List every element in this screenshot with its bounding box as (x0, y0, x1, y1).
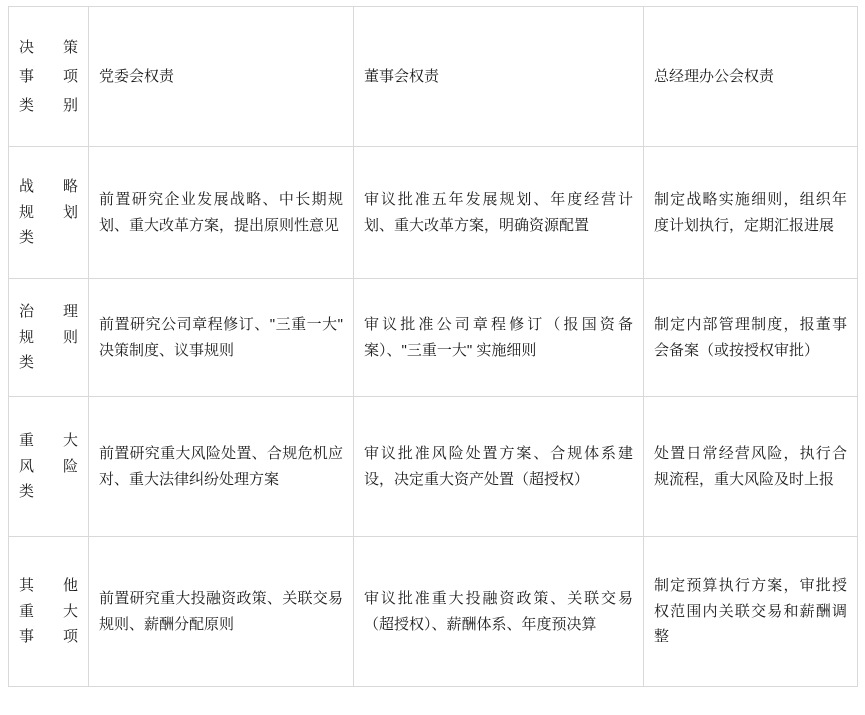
row-category-governance (9, 279, 89, 397)
category-line-3: 事 项 (19, 628, 78, 646)
category-line-1: 其 他 (19, 576, 78, 594)
header-category-line-1: 决 策 (19, 38, 78, 56)
table-row (9, 537, 858, 687)
cell-manager-office: 制定预算执行方案，审批授权范围内关联交易和薪酬调整 (644, 537, 858, 687)
table-row (9, 147, 858, 279)
row-category-major-risk (9, 397, 89, 537)
category-line-1: 重 大 (19, 431, 78, 449)
table-row (9, 397, 858, 537)
cell-board: 审议批准公司章程修订（报国资备案）、"三重一大" 实施细则 (354, 279, 644, 397)
cell-party-committee: 前置研究企业发展战略、中长期规划、重大改革方案，提出原则性意见 (89, 147, 354, 279)
cell-party-committee: 前置研究公司章程修订、"三重一大" 决策制度、议事规则 (89, 279, 354, 397)
cell-manager-office: 制定内部管理制度，报董事会备案（或按授权审批） (644, 279, 858, 397)
cell-manager-office: 处置日常经营风险，执行合规流程，重大风险及时上报 (644, 397, 858, 537)
cell-board: 审议批准风险处置方案、合规体系建设，决定重大资产处置（超授权） (354, 397, 644, 537)
cell-board: 审议批准五年发展规划、年度经营计划、重大改革方案，明确资源配置 (354, 147, 644, 279)
row-category-other-major (9, 537, 89, 687)
header-cell-category (9, 7, 89, 147)
cell-board: 审议批准重大投融资政策、关联交易（超授权）、薪酬体系、年度预决算 (354, 537, 644, 687)
row-category-strategy (9, 147, 89, 279)
category-line-3: 类 (19, 354, 35, 372)
category-line-3: 类 (19, 229, 35, 247)
category-line-2: 风 险 (19, 457, 78, 475)
header-cell-party-committee: 党委会权责 (89, 7, 354, 147)
table-row (9, 279, 858, 397)
cell-manager-office: 制定战略实施细则，组织年度计划执行，定期汇报进展 (644, 147, 858, 279)
category-line-1: 战 略 (19, 177, 78, 195)
category-line-2: 规 划 (19, 203, 78, 221)
header-category-line-3: 类别 (19, 97, 78, 115)
cell-party-committee: 前置研究重大投融资政策、关联交易规则、薪酬分配原则 (89, 537, 354, 687)
cell-party-committee: 前置研究重大风险处置、合规危机应对、重大法律纠纷处理方案 (89, 397, 354, 537)
category-line-2: 规 则 (19, 328, 78, 346)
header-cell-manager-office: 总经理办公会权责 (644, 7, 858, 147)
category-line-1: 治 理 (19, 302, 78, 320)
header-cell-board: 董事会权责 (354, 7, 644, 147)
category-line-3: 类 (19, 483, 35, 501)
table-header-row (9, 7, 858, 147)
header-category-line-2: 事 项 (19, 67, 78, 85)
category-line-2: 重 大 (19, 602, 78, 620)
decision-authority-table (8, 6, 858, 687)
